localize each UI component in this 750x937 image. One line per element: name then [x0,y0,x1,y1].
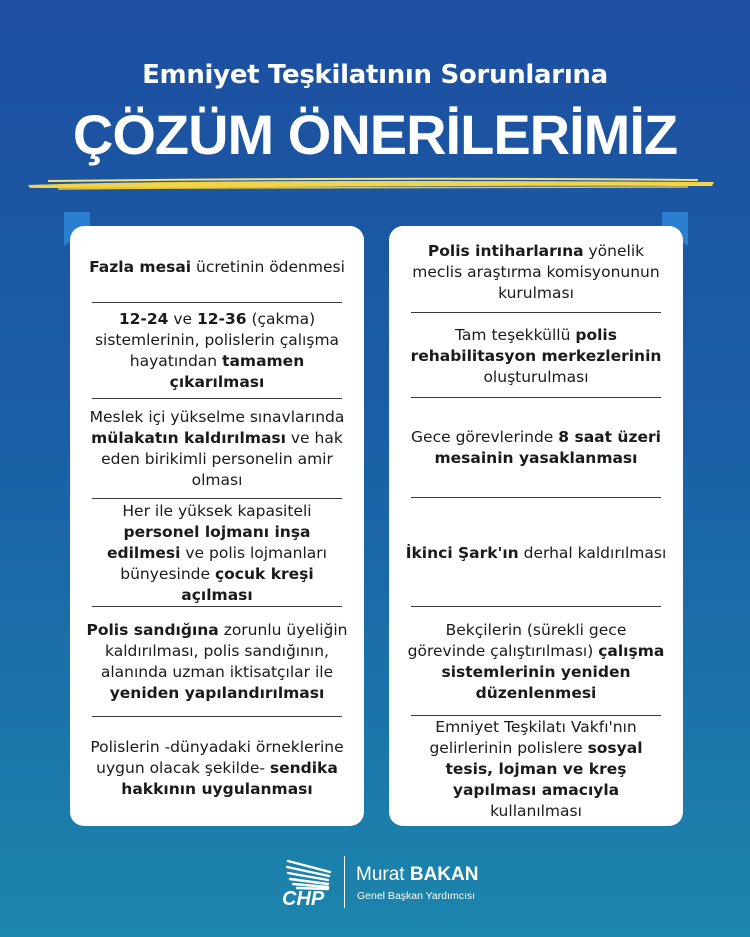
divider [92,606,342,607]
proposal-text [86,309,348,393]
body-text: Emniyet Teşkilatı Vakfı'nın gelirlerinin polislere [429,717,637,757]
proposal-text [405,241,667,304]
emphasis-text: polis rehabilitasyon merkezlerinin [410,325,662,365]
emphasis-text: yeniden yapılandırılması [109,684,325,702]
body-text: (çakma) sistemlerinin, polislerin çalışma hayatından [94,310,340,370]
body-text: Tam teşekküllü [455,325,576,344]
body-text: Gece görevlerinde [411,428,559,446]
divider [411,397,661,398]
first-name: Murat [356,864,405,885]
emphasis-text: İkinci Şark'ın [405,543,519,562]
body-text: ücretinin ödenmesi [191,257,345,276]
proposal-item [405,232,667,312]
proposal-item [405,719,667,819]
body-text: ve hak eden birikimli personelin amir olması [101,429,343,489]
body-text: Bekçilerin (sürekli gece görevinde çalıştırılması) [407,621,627,660]
page-subtitle: Emniyet Teşkilatının Sorunlarına [142,60,608,90]
emphasis-text: tamamen çıkarılması [169,352,305,391]
emphasis-text: sosyal tesis, lojman ve kreş yapılması amacıyla [445,738,643,799]
proposal-text [89,257,345,278]
emphasis-text: Fazla mesai [89,257,192,276]
emphasis-text: 12-36 [196,310,247,328]
proposals-card-left [70,226,364,826]
footer-divider [344,856,345,908]
divider [92,398,342,399]
emphasis-text: 12-24 [118,310,169,328]
emphasis-text: personel lojmanı inşa edilmesi [107,522,311,562]
proposal-text [86,737,348,800]
divider [92,716,342,717]
proposal-item [405,501,667,605]
emphasis-text: mülakatın kaldırılması [91,429,286,447]
body-text: kullanılması [490,801,582,820]
body-text: yönelik meclis araştırma komisyonunun kurulması [412,241,660,302]
body-text: derhal kaldırılması [518,543,667,562]
body-text: Meslek içi yükselme sınavlarında [89,408,345,426]
body-text: ve [168,310,197,328]
body-text: oluşturulması [483,367,589,386]
emphasis-text: çalışma sistemlerinin yeniden düzenlenmesi [441,642,665,702]
proposal-text [405,325,667,388]
divider [92,498,342,499]
proposal-item [86,306,348,396]
body-text: ve polis lojmanları bünyesinde [120,543,327,583]
proposal-text [86,620,348,704]
emphasis-text: çocuk kreşi açılması [181,564,314,604]
proposal-item [405,401,667,495]
proposal-text [405,717,667,822]
emphasis-text: 8 saat üzeri mesainin yasaklanması [434,428,661,467]
emphasis-text: sendika hakkının uygulanması [121,758,338,798]
body-text: zorunlu üyeliğin kaldırılması, polis sandığının, alanında uzman iktisatçılar ile [100,621,348,681]
body-text: Polislerin -dünyadaki örneklerine uygun olacak şekilde- [90,737,344,777]
proposal-item [86,402,348,496]
emphasis-text: Polis sandığına [86,621,219,639]
proposal-item [86,502,348,604]
proposal-text [406,543,667,564]
divider [411,497,661,498]
proposal-text [405,620,667,704]
last-name: BAKAN [409,864,479,885]
proposal-item [86,720,348,816]
person-role: Genel Başkan Yardımcısı [357,890,476,902]
brush-underline-icon [28,176,714,192]
emphasis-text: Polis intiharlarına [427,241,584,260]
divider [411,312,661,313]
proposals-card-right [389,226,683,826]
divider [92,302,342,303]
body-text: Her ile yüksek kapasiteli [122,501,312,520]
page-title: ÇÖZÜM ÖNERİLERİMİZ [72,103,678,166]
proposal-text [86,407,348,491]
proposal-item [86,234,348,300]
proposal-item [405,316,667,396]
proposal-text [86,501,348,606]
party-logo-text: CHP [282,888,325,910]
proposal-text [405,427,667,469]
person-name [356,864,478,886]
divider [411,606,661,607]
proposal-item [86,610,348,714]
proposal-item [405,610,667,714]
